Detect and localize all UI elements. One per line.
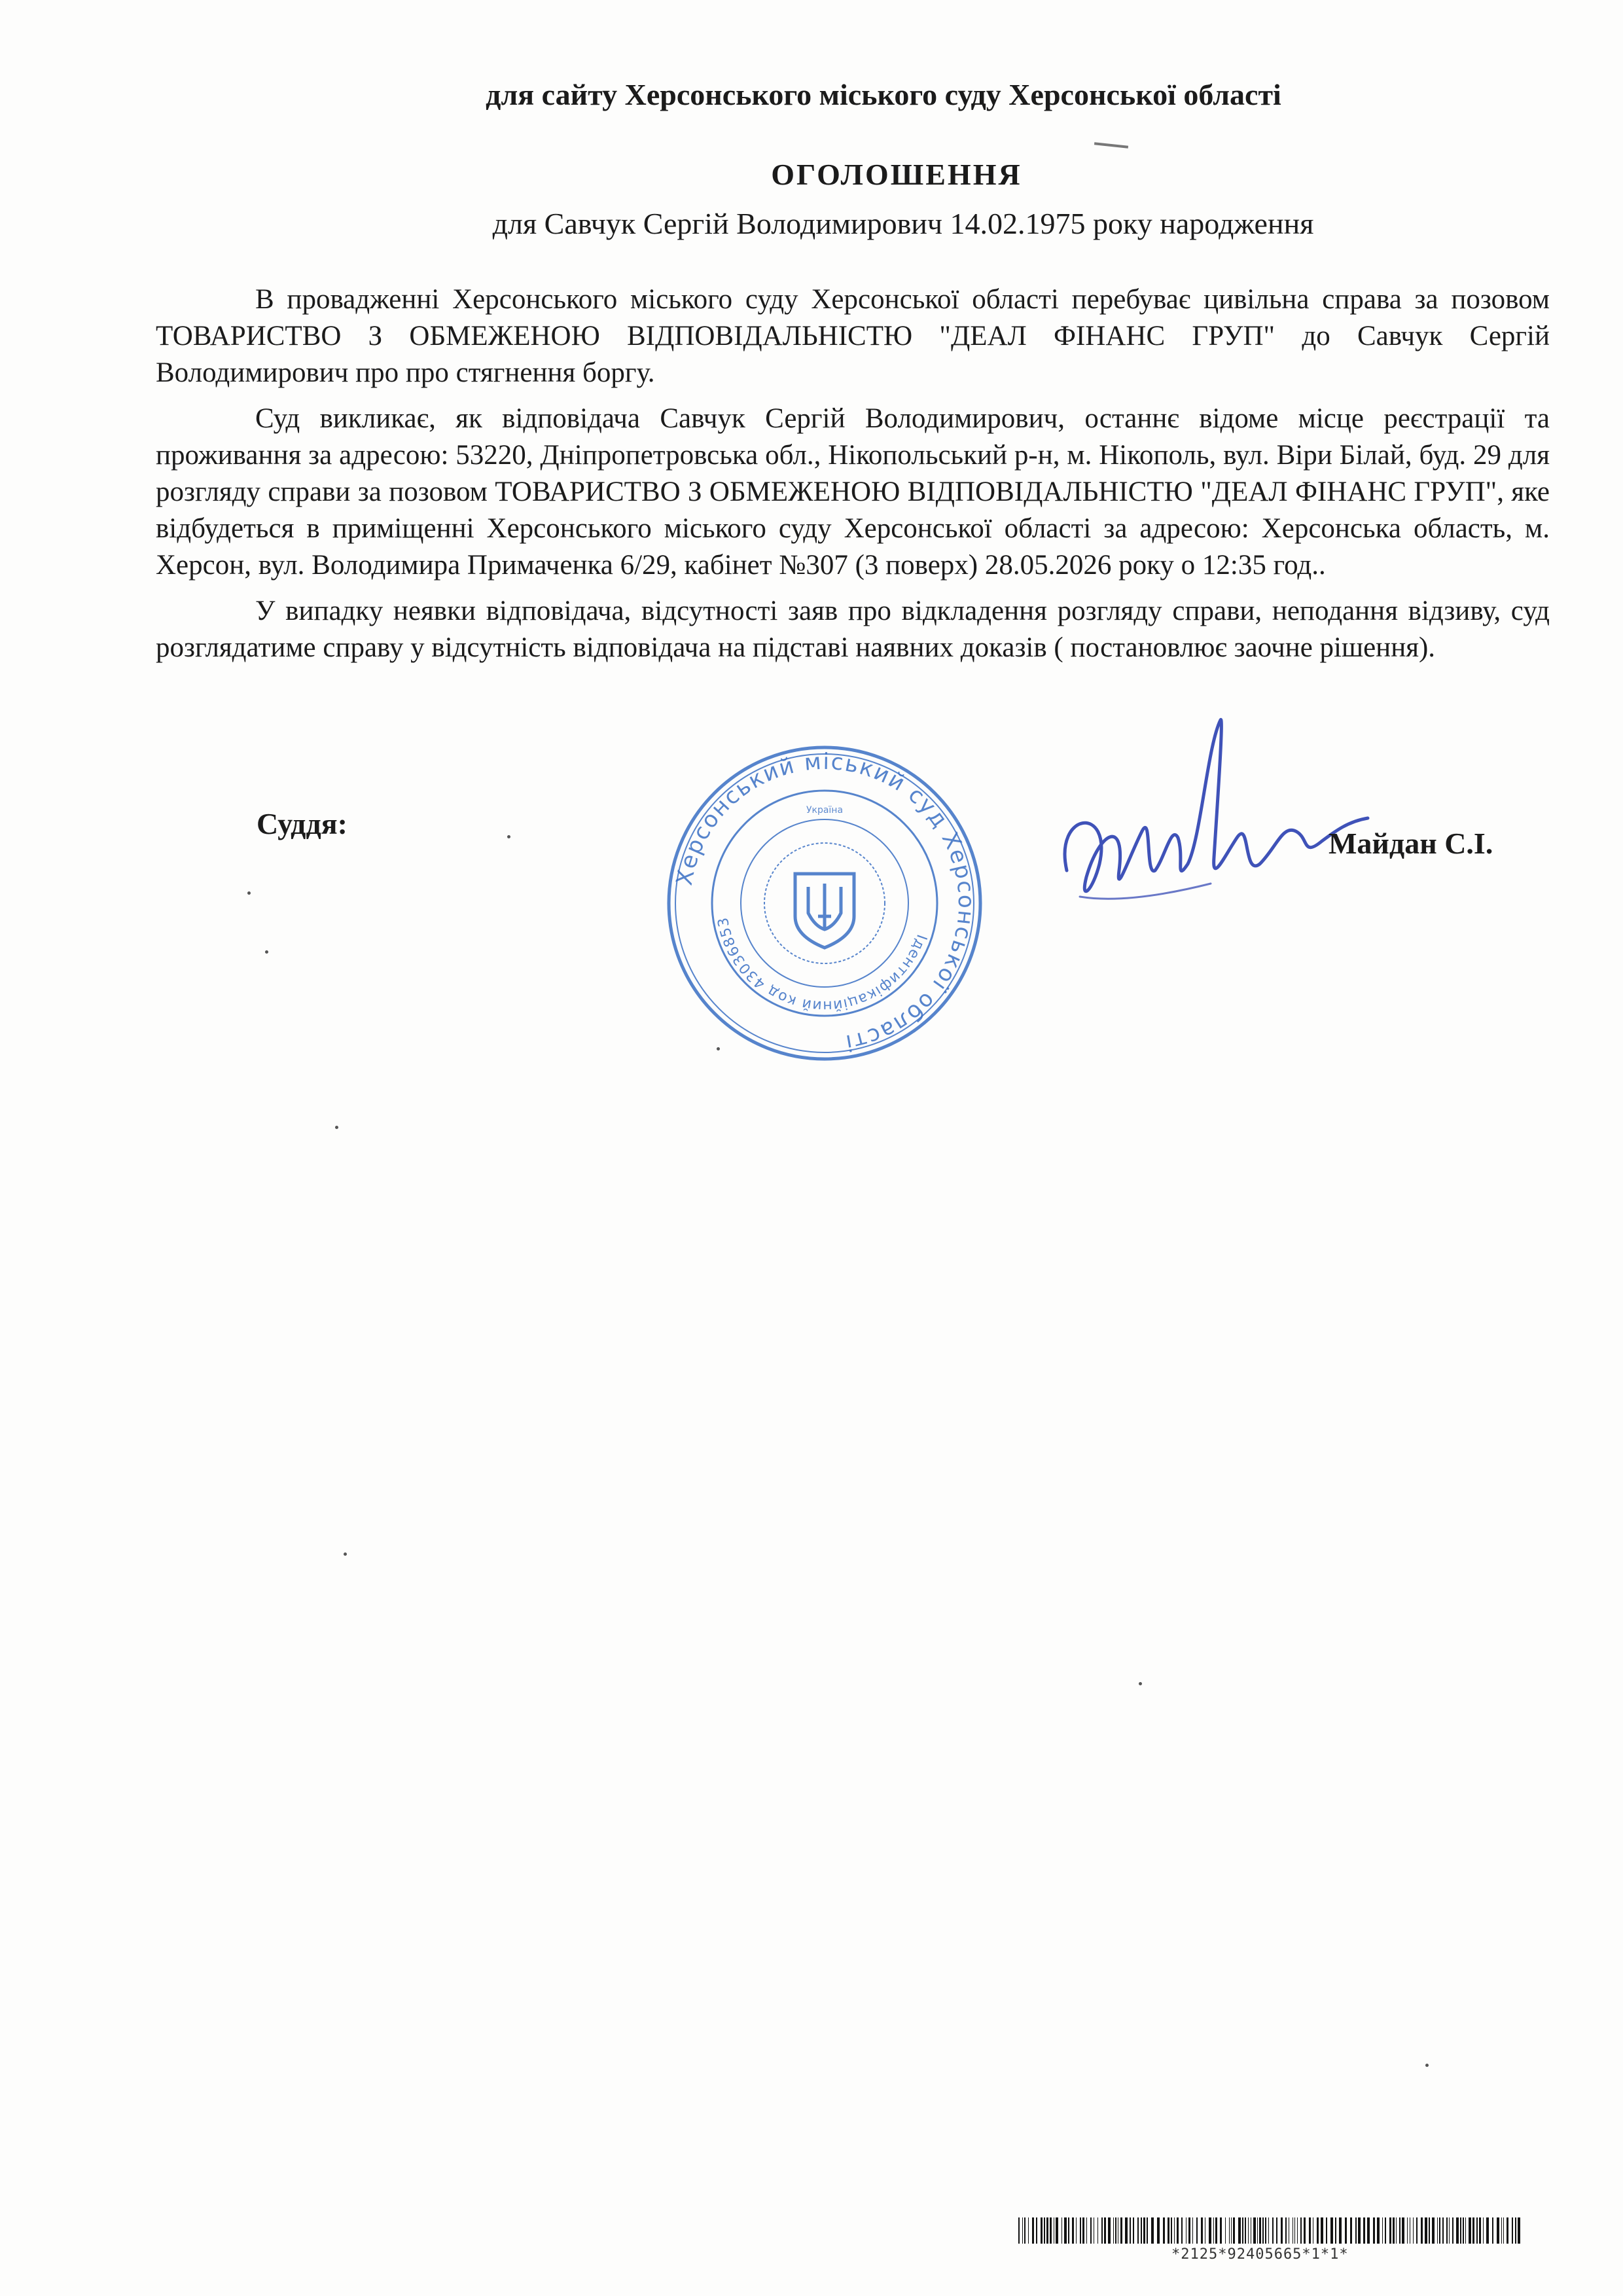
seal-inner-text: Ідентифікаційний код 43036853 (715, 915, 930, 1014)
barcode-bar (1177, 2217, 1179, 2244)
announcement-subtitle: для Савчук Сергій Володимирович 14.02.1975 року народження (492, 207, 1314, 240)
barcode-bar (1064, 2217, 1067, 2244)
trident-emblem (795, 874, 854, 948)
barcode-bar (1133, 2217, 1134, 2244)
barcode-bar (1024, 2217, 1026, 2244)
barcode-bar (1141, 2217, 1142, 2244)
judge-label: Суддя: (257, 807, 348, 840)
barcode-bar (1321, 2217, 1323, 2244)
barcode-bar (1446, 2217, 1448, 2244)
barcode-bar (1253, 2217, 1256, 2244)
scan-speck (335, 1126, 338, 1129)
announcement-title: ОГОЛОШЕННЯ (771, 158, 1022, 191)
barcode-bar (1497, 2217, 1499, 2244)
barcode-bar (1363, 2217, 1365, 2244)
barcode-bar (1115, 2217, 1116, 2244)
barcode-bar (1090, 2217, 1092, 2244)
barcode-bar (1272, 2217, 1274, 2244)
barcode-bar (1439, 2217, 1440, 2244)
barcode-bar (1449, 2217, 1450, 2244)
barcode-bar (1339, 2217, 1342, 2244)
document-barcode (1018, 2217, 1522, 2244)
barcode-bar (1437, 2217, 1438, 2244)
court-site-line: для сайту Херсонського міського суду Херсонської області (486, 78, 1281, 111)
barcode-bar (1421, 2217, 1423, 2244)
barcode-bar (1425, 2217, 1427, 2244)
barcode-bar (1028, 2217, 1029, 2244)
scan-speck (265, 950, 268, 954)
barcode-bar (1515, 2217, 1516, 2244)
barcode-bar (1465, 2217, 1466, 2244)
barcode-bar (1238, 2217, 1241, 2244)
barcode-bar (1304, 2217, 1306, 2244)
court-seal-stamp (661, 740, 988, 1067)
barcode-bar (1479, 2217, 1481, 2244)
barcode-bar (1294, 2217, 1295, 2244)
barcode-bar (1101, 2217, 1103, 2244)
barcode-bar (1242, 2217, 1243, 2244)
barcode-bar (1120, 2217, 1122, 2244)
barcode-bar (1248, 2217, 1249, 2244)
scan-speck (507, 835, 510, 838)
barcode-bar (1393, 2217, 1395, 2244)
barcode-bar (1501, 2217, 1502, 2244)
barcode-bar (1181, 2217, 1183, 2244)
barcode-bar (1483, 2217, 1484, 2244)
barcode-bar (1367, 2217, 1370, 2244)
barcode-bar (1044, 2217, 1045, 2244)
barcode-bar (1518, 2217, 1520, 2244)
barcode-bar (1245, 2217, 1246, 2244)
barcode-bar (1265, 2217, 1266, 2244)
barcode-bar (1104, 2217, 1106, 2244)
barcode-bar (1285, 2217, 1287, 2244)
barcode-bar (1068, 2217, 1069, 2244)
barcode-bar (1486, 2217, 1489, 2244)
barcode-bar (1233, 2217, 1235, 2244)
barcode-bar (1188, 2217, 1190, 2244)
barcode-bar (1472, 2217, 1474, 2244)
barcode-bar (1407, 2217, 1408, 2244)
judge-name: Майдан С.І. (1329, 827, 1493, 860)
barcode-bar (1147, 2217, 1148, 2244)
barcode-bar (1297, 2217, 1298, 2244)
barcode-bar (1429, 2217, 1430, 2244)
barcode-bar (1507, 2217, 1508, 2244)
barcode-bar (1399, 2217, 1400, 2244)
barcode-bar (1080, 2217, 1081, 2244)
barcode-bar (1268, 2217, 1269, 2244)
barcode-bar (1113, 2217, 1114, 2244)
barcode-bar (1171, 2217, 1172, 2244)
barcode-bar (1157, 2217, 1160, 2244)
barcode-bar (1262, 2217, 1264, 2244)
barcode-bar (1416, 2217, 1418, 2244)
announcement-body (156, 281, 1550, 675)
barcode-bar (1358, 2217, 1361, 2244)
barcode-bar (1317, 2217, 1319, 2244)
barcode-bar (1220, 2217, 1222, 2244)
barcode-bar (1082, 2217, 1084, 2244)
barcode-bar (1402, 2217, 1404, 2244)
barcode-bar (1432, 2217, 1435, 2244)
barcode-bar (1018, 2217, 1020, 2244)
barcode-bar (1192, 2217, 1193, 2244)
barcode-bar (1335, 2217, 1336, 2244)
barcode-bar (1041, 2217, 1043, 2244)
barcode-bar (1061, 2217, 1062, 2244)
barcode-bar (1389, 2217, 1391, 2244)
barcode-bar (1032, 2217, 1034, 2244)
barcode-bar (1130, 2217, 1131, 2244)
barcode-bar (1225, 2217, 1226, 2244)
barcode-bar (1309, 2217, 1311, 2244)
barcode-bar (1300, 2217, 1302, 2244)
barcode-bar (1231, 2217, 1232, 2244)
barcode-bar (1097, 2217, 1098, 2244)
barcode-bar (1330, 2217, 1333, 2244)
barcode-bar (1056, 2217, 1058, 2244)
barcode-bar (1382, 2217, 1383, 2244)
seal-country-text: Україна (806, 805, 844, 816)
barcode-bar (1229, 2217, 1230, 2244)
barcode-bar (1076, 2217, 1077, 2244)
barcode-bar (1022, 2217, 1023, 2244)
barcode-bar (1046, 2217, 1048, 2244)
barcode-bar (1257, 2217, 1258, 2244)
barcode-bar (1396, 2217, 1397, 2244)
barcode-bar (1469, 2217, 1471, 2244)
barcode-bar (1452, 2217, 1454, 2244)
barcode-bar (1086, 2217, 1087, 2244)
barcode-bar (1036, 2217, 1037, 2244)
barcode-bar (1201, 2217, 1203, 2244)
barcode-bar (1281, 2217, 1283, 2244)
barcode-bar (1215, 2217, 1217, 2244)
barcode-bar (1503, 2217, 1504, 2244)
scan-speck (1425, 2064, 1429, 2067)
barcode-bar (1174, 2217, 1175, 2244)
barcode-bar (1413, 2217, 1414, 2244)
body-paragraph-3: У випадку неявки відповідача, відсутності заяв про відкладення розгляду справи, неподання відзиву, суд розглядатиме справу у відсутність відповідача на підставі наявних доказів ( постановлює заочне рішення). (156, 596, 1550, 663)
barcode-bar (1213, 2217, 1214, 2244)
barcode-bar (1385, 2217, 1386, 2244)
scan-speck (717, 1047, 720, 1050)
barcode-bar (1196, 2217, 1198, 2244)
scan-speck (1139, 1682, 1142, 1685)
barcode-bar (1108, 2217, 1111, 2244)
seal-outer-text: Херсонський міський суд Херсонської області (671, 748, 980, 1056)
barcode-bar (1460, 2217, 1461, 2244)
barcode-number: *2125*92405665*1*1* (1171, 2246, 1349, 2263)
barcode-bar (1125, 2217, 1128, 2244)
scan-speck (247, 891, 251, 895)
barcode-bar (1476, 2217, 1478, 2244)
barcode-bar (1143, 2217, 1145, 2244)
barcode-bar (1345, 2217, 1347, 2244)
barcode-bar (1163, 2217, 1165, 2244)
barcode-bar (1456, 2217, 1459, 2244)
barcode-bar (1137, 2217, 1139, 2244)
barcode-bar (1463, 2217, 1464, 2244)
barcode-bar (1442, 2217, 1444, 2244)
barcode-bar (1050, 2217, 1052, 2244)
barcode-bar (1377, 2217, 1380, 2244)
barcode-bar (1350, 2217, 1352, 2244)
body-paragraph-2: Суд викликає, як відповідача Савчук Сергій Володимирович, останнє відоме місце реєстрації та проживання за адресою: 53220, Дніпропетровська обл., Нікопольський р-н, м. Нікополь, вул. Віри Білай, буд. 29 для розгляду справи за позовом ТОВАРИСТВО З ОБМЕЖЕНОЮ ВІДПОВІДАЛЬНІСТЮ "ДЕАЛ ФІНАНС ГРУП", яке відбудеться в приміщенні Херсонського міського суду Херсонської області за адресою: Херсонська область, м. Херсон, вул. Володимира Примаченка 6/29, кабінет №307 (3 поверх) 28.05.2026 року о 12:35 год.. (156, 403, 1550, 581)
body-paragraph-1: В провадженні Херсонського міського суду Херсонської області перебуває цивільна справа за позовом ТОВАРИСТВО З ОБМЕЖЕНОЮ ВІДПОВІДАЛЬНІСТЮ "ДЕАЛ ФІНАНС ГРУП" до Савчук Сергій Володимирович про про стягнення боргу. (156, 284, 1550, 388)
judge-signature (1041, 707, 1381, 923)
barcode-bar (1151, 2217, 1154, 2244)
barcode-bar (1072, 2217, 1074, 2244)
scan-mark (1094, 142, 1128, 148)
barcode-bar (1492, 2217, 1493, 2244)
barcode-bar (1259, 2217, 1261, 2244)
barcode-bar (1168, 2217, 1169, 2244)
barcode-bar (1209, 2217, 1211, 2244)
scan-speck (344, 1552, 347, 1556)
barcode-bar (1355, 2217, 1357, 2244)
barcode-bar (1373, 2217, 1375, 2244)
barcode-bar (1326, 2217, 1327, 2244)
barcode-bar (1276, 2217, 1277, 2244)
barcode-bar (1512, 2217, 1513, 2244)
